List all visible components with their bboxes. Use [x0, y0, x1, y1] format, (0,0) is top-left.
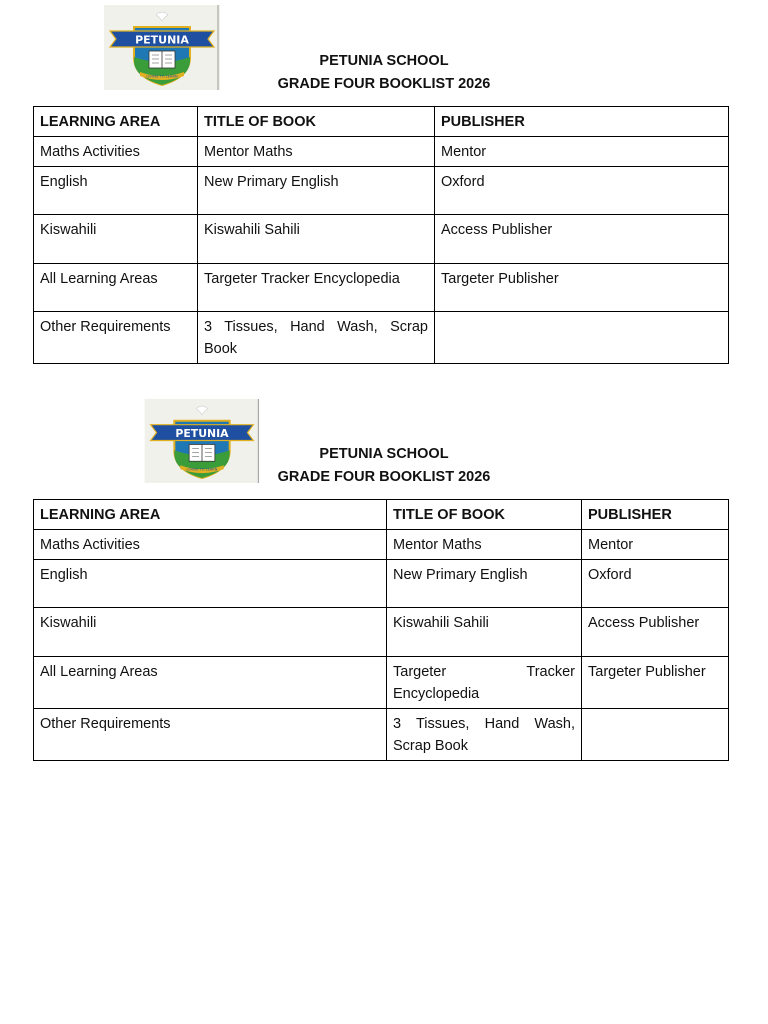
header-learning-area: LEARNING AREA — [34, 500, 387, 530]
table-row — [34, 530, 729, 560]
table-header-row — [34, 107, 729, 137]
booklist-table-1 — [33, 106, 729, 364]
cell-learning-area: Other Requirements — [34, 709, 387, 761]
cell-title-of-book: 3 Tissues, Hand Wash, Scrap Book — [387, 709, 582, 761]
cell-title-of-book: Targeter Tracker Encyclopedia — [387, 657, 582, 709]
cell-publisher: Access Publisher — [582, 608, 729, 657]
cell-title-of-book: New Primary English — [387, 560, 582, 608]
heading-block-2 — [0, 443, 768, 489]
heading-block-1 — [0, 50, 768, 96]
cell-title-of-book: Targeter Tracker Encyclopedia — [198, 264, 435, 312]
header-title-of-book: TITLE OF BOOK — [387, 500, 582, 530]
cell-learning-area: Maths Activities — [34, 137, 198, 167]
school-name: PETUNIA SCHOOL — [319, 53, 449, 69]
cell-learning-area: All Learning Areas — [34, 264, 198, 312]
cell-learning-area: Other Requirements — [34, 312, 198, 364]
cell-publisher: Targeter Publisher — [435, 264, 729, 312]
cell-title-of-book: Mentor Maths — [387, 530, 582, 560]
cell-publisher: Mentor — [582, 530, 729, 560]
header-publisher: PUBLISHER — [435, 107, 729, 137]
booklist-title: GRADE FOUR BOOKLIST 2026 — [277, 469, 491, 485]
cell-publisher: Oxford — [582, 560, 729, 608]
svg-text:PETUNIA: PETUNIA — [175, 427, 229, 441]
cell-publisher — [582, 709, 729, 761]
table-row — [34, 215, 729, 264]
cell-learning-area: Kiswahili — [34, 215, 198, 264]
cell-learning-area: Kiswahili — [34, 608, 387, 657]
cell-learning-area: All Learning Areas — [34, 657, 387, 709]
cell-publisher: Oxford — [435, 167, 729, 215]
booklist-title: GRADE FOUR BOOKLIST 2026 — [277, 76, 491, 92]
cell-publisher: Mentor — [435, 137, 729, 167]
svg-text:LIVING TO LEARN: LIVING TO LEARN — [186, 467, 218, 472]
header-learning-area: LEARNING AREA — [34, 107, 198, 137]
cell-publisher: Access Publisher — [435, 215, 729, 264]
table-row — [34, 709, 729, 761]
cell-title-of-book: Kiswahili Sahili — [387, 608, 582, 657]
cell-title-of-book: Kiswahili Sahili — [198, 215, 435, 264]
cell-publisher — [435, 312, 729, 364]
header-publisher: PUBLISHER — [582, 500, 729, 530]
svg-text:PETUNIA: PETUNIA — [135, 33, 189, 47]
table-row — [34, 167, 729, 215]
header-title-of-book: TITLE OF BOOK — [198, 107, 435, 137]
cell-title-of-book: Mentor Maths — [198, 137, 435, 167]
svg-text:LIVING TO LEARN: LIVING TO LEARN — [146, 74, 178, 79]
cell-title-of-book: 3 Tissues, Hand Wash, Scrap Book — [198, 312, 435, 364]
table-row — [34, 560, 729, 608]
cell-learning-area: English — [34, 167, 198, 215]
table-row — [34, 264, 729, 312]
table-row — [34, 608, 729, 657]
cell-learning-area: Maths Activities — [34, 530, 387, 560]
booklist-table-2 — [33, 499, 729, 761]
table-row — [34, 657, 729, 709]
cell-learning-area: English — [34, 560, 387, 608]
school-name: PETUNIA SCHOOL — [319, 446, 449, 462]
cell-title-of-book: New Primary English — [198, 167, 435, 215]
cell-publisher: Targeter Publisher — [582, 657, 729, 709]
table-header-row — [34, 500, 729, 530]
table-row — [34, 137, 729, 167]
table-row — [34, 312, 729, 364]
